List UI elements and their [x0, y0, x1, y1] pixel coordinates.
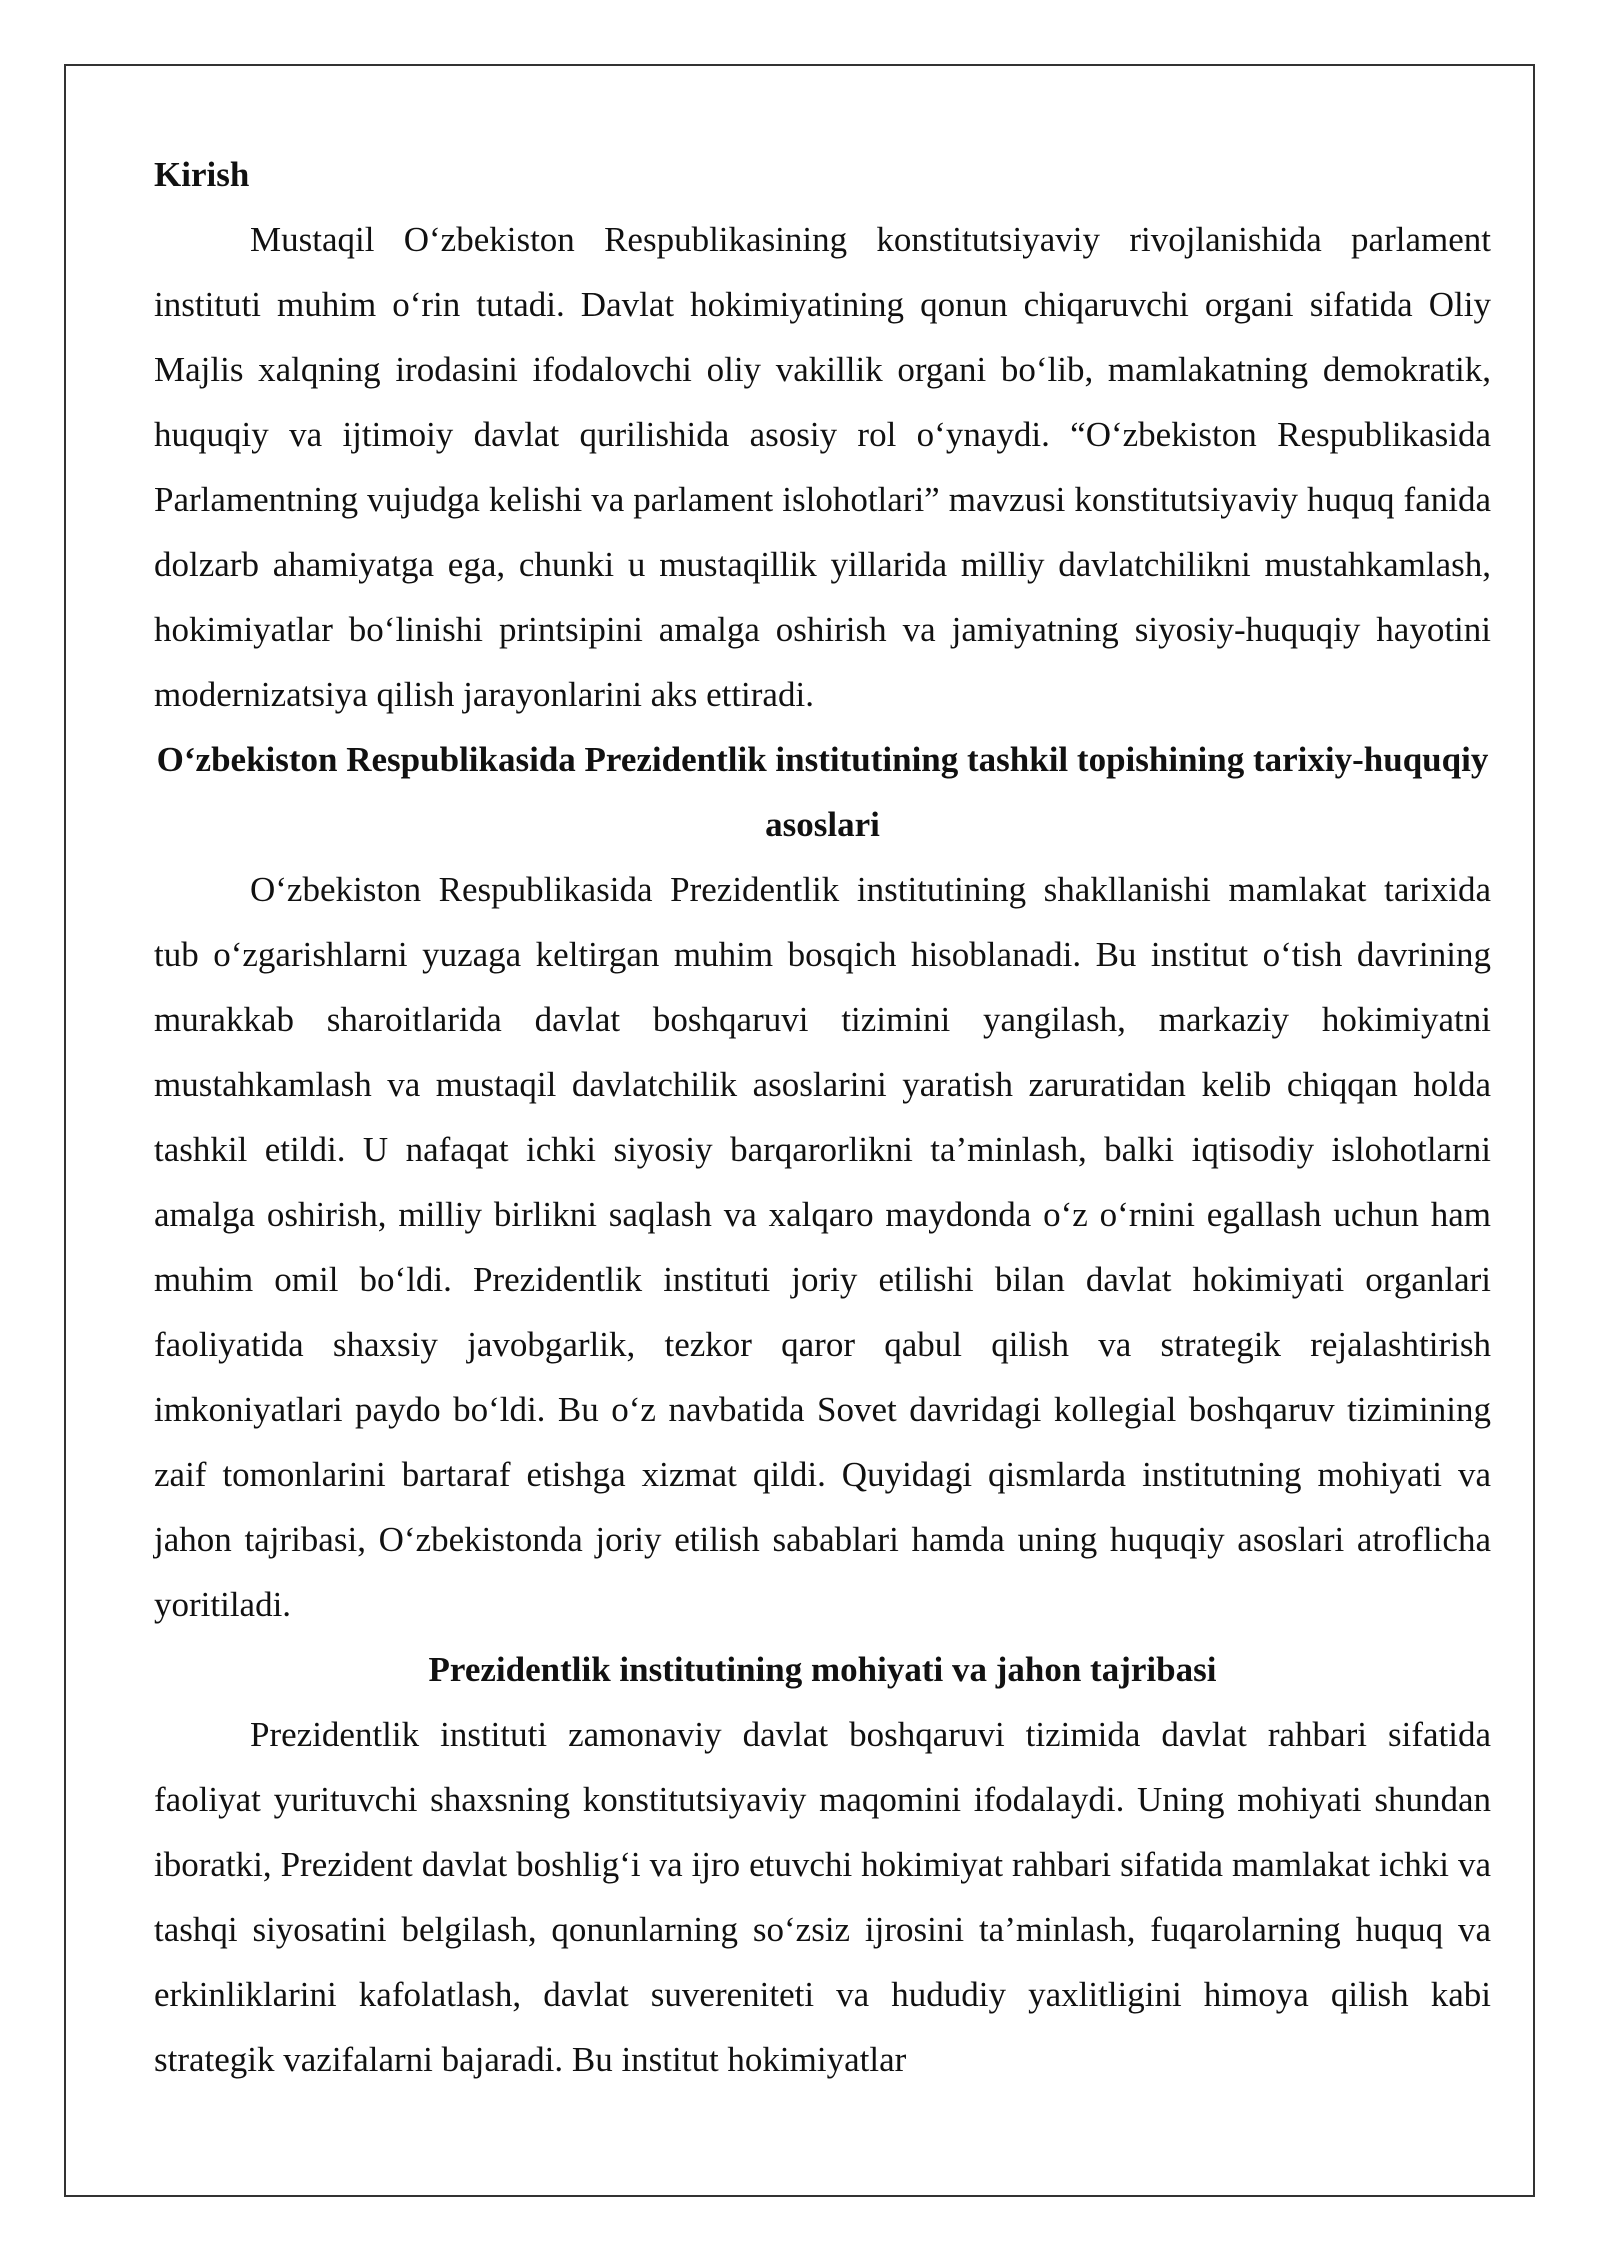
document-body	[154, 142, 1491, 2092]
section-heading-history: O‘zbekiston Respublikasida Prezidentlik institutining tashkil topishining tarixiy-huquqiy asoslari	[156, 740, 1489, 844]
section-heading-essence: Prezidentlik institutining mohiyati va jahon tajribasi	[428, 1650, 1217, 1689]
intro-heading: Kirish	[154, 155, 250, 194]
section-paragraph-history: O‘zbekiston Respublikasida Prezidentlik institutining shakllanishi mamlakat tarixida tub o‘zgarishlarni yuzaga keltirgan muhim bosqich hisoblanadi. Bu institut o‘tish davrining murakkab sharoitlarida davlat boshqaruvi tizimini yangilash, markaziy hokimiyatni mustahkamlash va mustaqil davlatchilik asoslarini yaratish zaruratidan kelib chiqqan holda tashkil etildi. U nafaqat ichki siyosiy barqarorlikni ta’minlash, balki iqtisodiy islohotlarni amalga oshirish, milliy birlikni saqlash va xalqaro maydonda o‘z o‘rnini egallash uchun ham muhim omil bo‘ldi. Prezidentlik instituti joriy etilishi bilan davlat hokimiyati organlari faoliyatida shaxsiy javobgarlik, tezkor qaror qabul qilish va strategik rejalashtirish imkoniyatlari paydo bo‘ldi. Bu o‘z navbatida Sovet davridagi kollegial boshqaruv tizimining zaif tomonlarini bartaraf etishga xizmat qildi. Quyidagi qismlarda institutning mohiyati va jahon tajribasi, O‘zbekistonda joriy etilish sabablari hamda uning huquqiy asoslari atroflicha yoritiladi.	[154, 870, 1491, 1624]
intro-paragraph: Mustaqil O‘zbekiston Respublikasining konstitutsiyaviy rivojlanishida parlament instituti muhim o‘rin tutadi. Davlat hokimiyatining qonun chiqaruvchi organi sifatida Oliy Majlis xalqning irodasini ifodalovchi oliy vakillik organi bo‘lib, mamlakatning demokratik, huquqiy va ijtimoiy davlat qurilishida asosiy rol o‘ynaydi. “O‘zbekiston Respublikasida Parlamentning vujudga kelishi va parlament islohotlari” mavzusi konstitutsiyaviy huquq fanida dolzarb ahamiyatga ega, chunki u mustaqillik yillarida milliy davlatchilikni mustahkamlash, hokimiyatlar bo‘linishi printsipini amalga oshirish va jamiyatning siyosiy-huquqiy hayotini modernizatsiya qilish jarayonlarini aks ettiradi.	[154, 220, 1491, 714]
section-paragraph-essence: Prezidentlik instituti zamonaviy davlat boshqaruvi tizimida davlat rahbari sifatida faoliyat yurituvchi shaxsning konstitutsiyaviy maqomini ifodalaydi. Uning mohiyati shundan iboratki, Prezident davlat boshlig‘i va ijro etuvchi hokimiyat rahbari sifatida mamlakat ichki va tashqi siyosatini belgilash, qonunlarning so‘zsiz ijrosini ta’minlash, fuqarolarning huquq va erkinliklarini kafolatlash, davlat suvereniteti va hududiy yaxlitligini himoya qilish kabi strategik vazifalarni bajaradi. Bu institut hokimiyatlar	[154, 1715, 1491, 2079]
